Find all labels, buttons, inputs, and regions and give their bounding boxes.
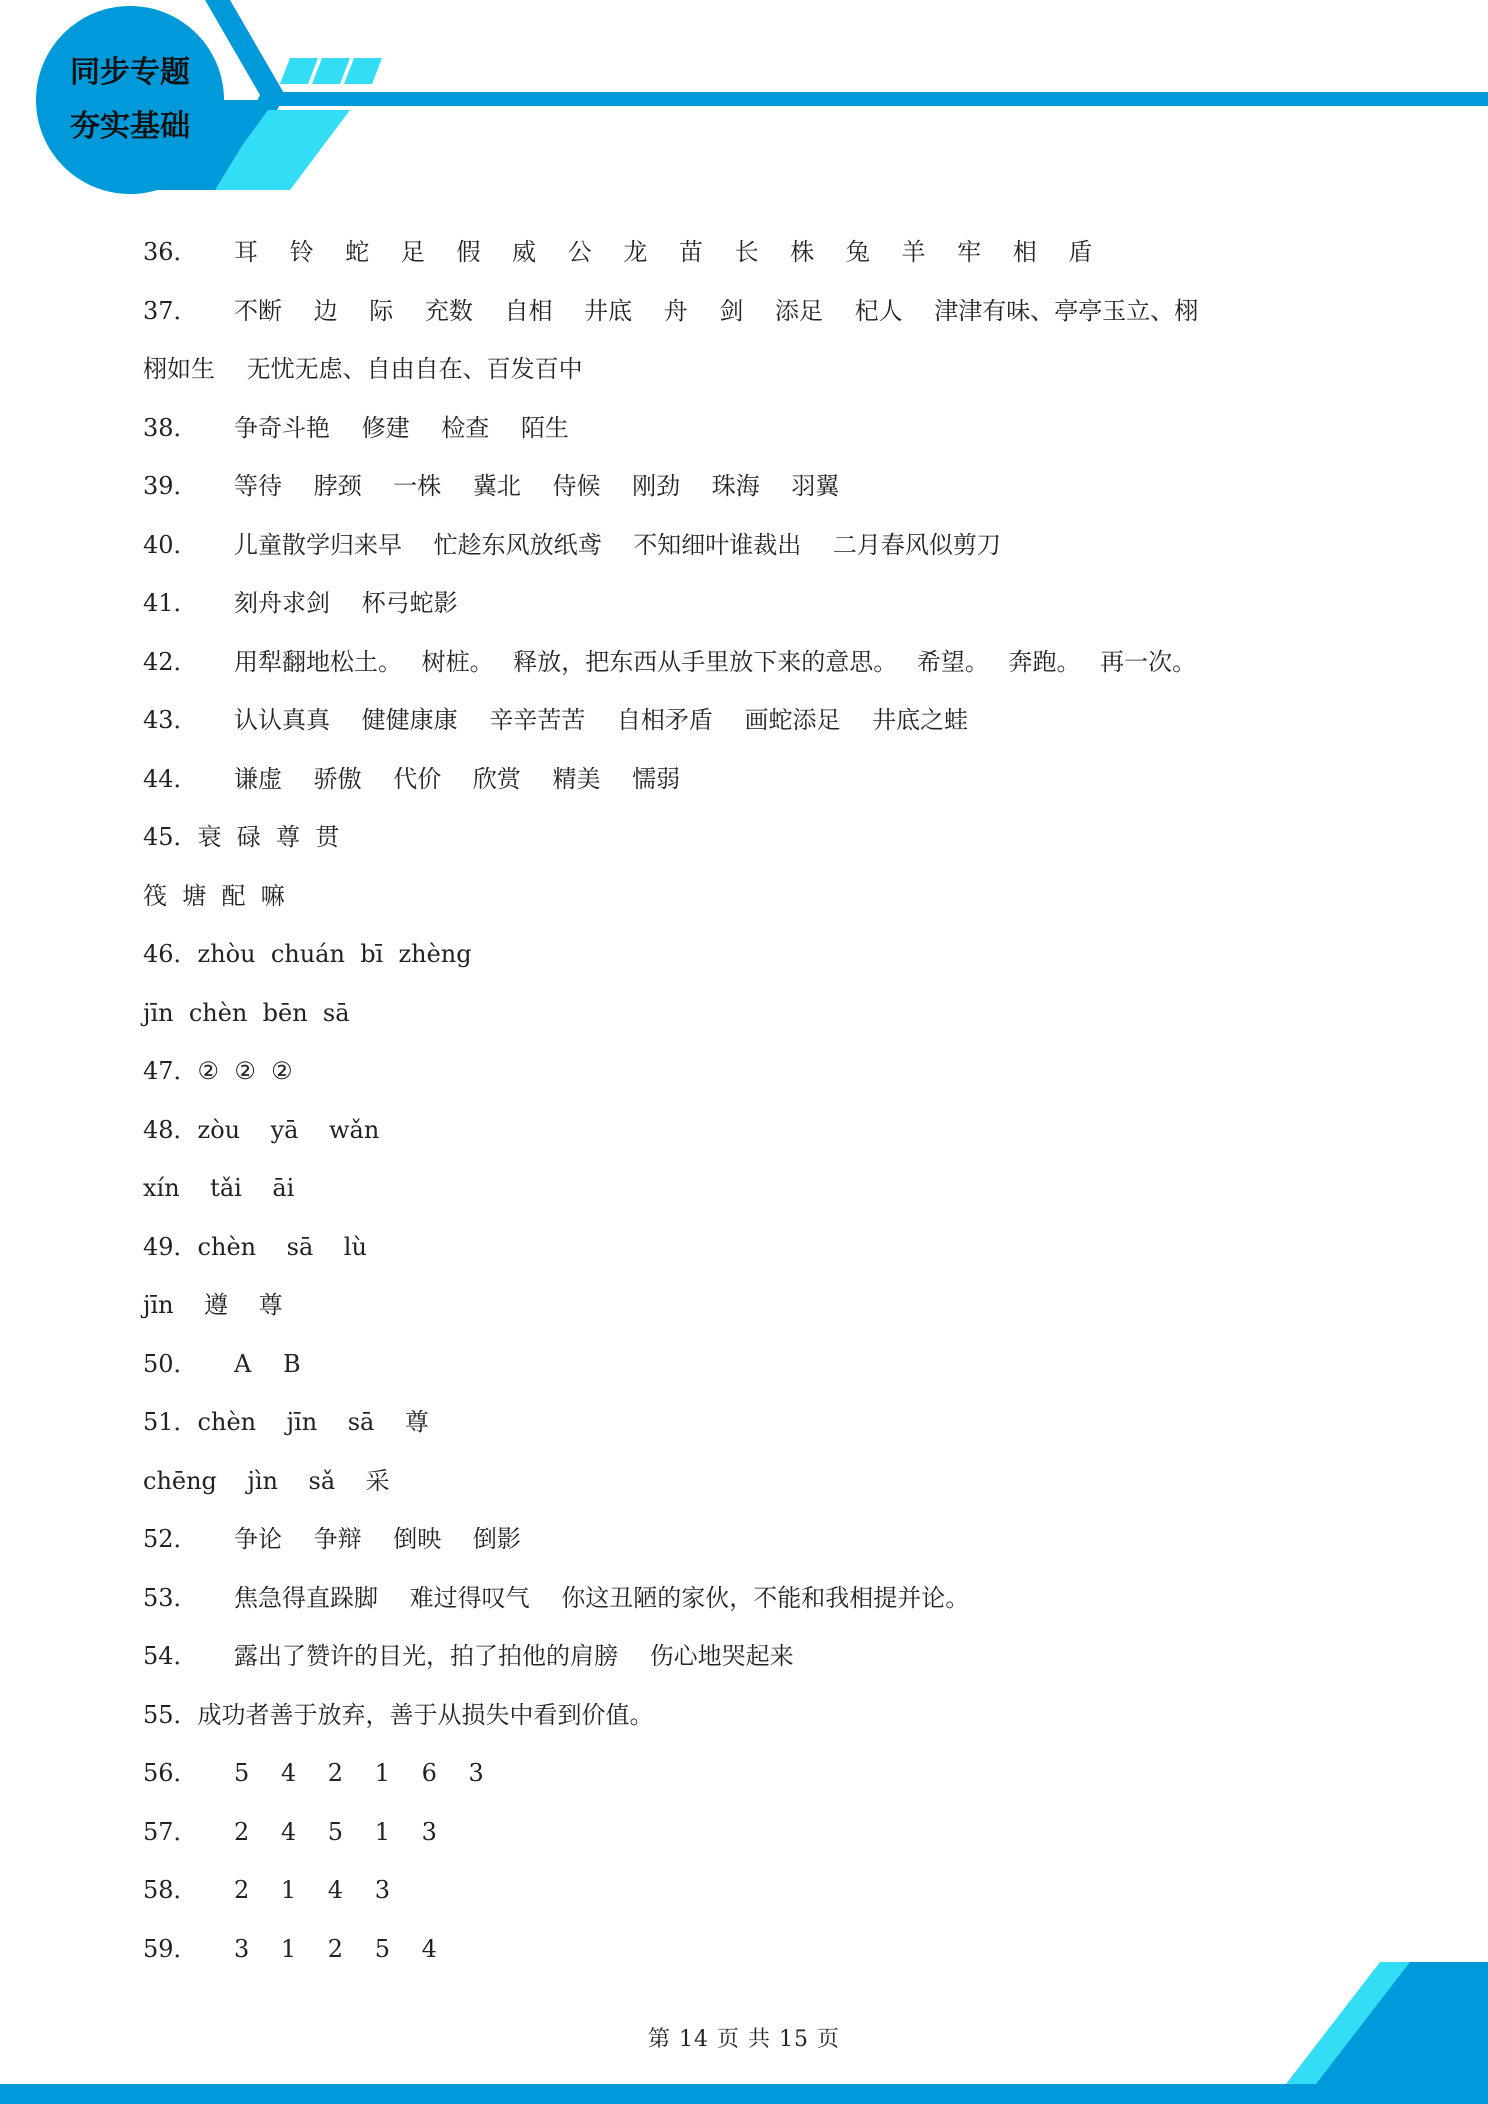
question-number: 59． <box>143 1934 198 1963</box>
answer-text: 认认真真 健健康康 辛辛苦苦 自相矛盾 画蛇添足 井底之蛙 <box>234 706 969 734</box>
question-number: 48． <box>143 1115 198 1144</box>
answer-line <box>143 633 1373 692</box>
answer-text: chèn sā lù <box>197 1232 367 1261</box>
answer-line <box>143 340 1373 399</box>
answer-text: jīn 遵 尊 <box>143 1291 283 1319</box>
answer-line <box>143 1101 1373 1160</box>
answer-line <box>143 282 1373 341</box>
question-number: 37． <box>143 296 198 325</box>
answer-line <box>143 399 1373 458</box>
answer-text: 3 1 2 5 4 <box>234 1934 437 1963</box>
answer-line <box>143 1276 1373 1335</box>
answer-text: 争论 争辩 倒映 倒影 <box>234 1525 521 1553</box>
question-number: 50． <box>143 1349 198 1378</box>
question-number: 57． <box>143 1817 198 1846</box>
page-number: 第 14 页 共 15 页 <box>648 2027 840 2052</box>
answer-line <box>143 1042 1373 1101</box>
answer-line <box>143 1159 1373 1218</box>
answer-list <box>143 223 1373 1978</box>
header-badge <box>36 6 224 194</box>
answer-line <box>143 750 1373 809</box>
answer-line <box>143 925 1373 984</box>
answer-text: 等待 脖颈 一株 冀北 侍候 刚劲 珠海 羽翼 <box>234 472 840 500</box>
answer-line <box>143 516 1373 575</box>
answer-text: 不断 边 际 充数 自相 井底 舟 剑 添足 杞人 津津有味、亭亭玉立、栩 <box>234 296 1199 325</box>
question-number: 43． <box>143 706 198 734</box>
answer-text: 衰 碌 尊 贯 <box>197 823 340 851</box>
answer-line <box>143 1510 1373 1569</box>
header-line <box>270 92 1488 106</box>
answer-line <box>143 1920 1373 1979</box>
answer-text: A B <box>234 1349 301 1378</box>
answer-line <box>143 1861 1373 1920</box>
answer-text: 2 1 4 3 <box>234 1876 390 1904</box>
answer-text: zhòu chuán bī zhèng <box>197 940 472 968</box>
question-number: 51． <box>143 1408 198 1436</box>
question-number: 36． <box>143 238 198 266</box>
answer-text: chèn jīn sā 尊 <box>197 1408 429 1436</box>
question-number: 58． <box>143 1876 198 1904</box>
answer-line <box>143 1744 1373 1803</box>
answer-line <box>143 1393 1373 1452</box>
answer-line <box>143 984 1373 1043</box>
answer-line <box>143 1803 1373 1862</box>
answer-text: jīn chèn bēn sā <box>143 998 350 1027</box>
answer-text: 争奇斗艳 修建 检查 陌生 <box>234 413 569 442</box>
question-number: 53． <box>143 1583 198 1612</box>
answer-text: 成功者善于放弃，善于从损失中看到价值。 <box>197 1700 654 1729</box>
answer-text: 筏 塘 配 嘛 <box>143 881 285 910</box>
answer-text: 儿童散学归来早 忙趁东风放纸鸢 不知细叶谁裁出 二月春风似剪刀 <box>234 530 1001 559</box>
header-stripe-2 <box>312 58 350 84</box>
question-number: 52． <box>143 1525 198 1553</box>
answer-line <box>143 867 1373 926</box>
question-number: 49． <box>143 1232 198 1261</box>
question-number: 40． <box>143 530 198 559</box>
header-stripe-1 <box>280 58 318 84</box>
question-number: 44． <box>143 764 198 793</box>
answer-text: 耳 铃 蛇 足 假 威 公 龙 苗 长 株 兔 羊 牢 相 盾 <box>234 238 1093 266</box>
answer-line <box>143 574 1373 633</box>
answer-line <box>143 1452 1373 1511</box>
answer-text: 用犁翻地松土。 树桩。 释放，把东西从手里放下来的意思。 希望。 奔跑。 再一次。 <box>234 647 1197 676</box>
question-number: 56． <box>143 1759 198 1787</box>
question-number: 42． <box>143 647 198 676</box>
answer-text: zòu yā wǎn <box>197 1115 380 1144</box>
answer-line <box>143 691 1373 750</box>
question-number: 45． <box>143 823 198 851</box>
answer-text: 栩如生 无忧无虑、自由自在、百发百中 <box>143 355 583 383</box>
answer-text: 5 4 2 1 6 3 <box>234 1759 484 1787</box>
question-number: 55． <box>143 1700 198 1729</box>
answer-line <box>143 1627 1373 1686</box>
answer-text: chēng jìn sǎ 采 <box>143 1466 390 1495</box>
answer-text: ② ② ② <box>197 1057 293 1085</box>
answer-text: 焦急得直跺脚 难过得叹气 你这丑陋的家伙，不能和我相提并论。 <box>234 1583 970 1612</box>
answer-text: 露出了赞许的目光，拍了拍他的肩膀 伤心地哭起来 <box>234 1642 794 1670</box>
question-number: 54． <box>143 1642 198 1670</box>
question-number: 46． <box>143 940 198 968</box>
answer-text: 2 4 5 1 3 <box>234 1817 437 1846</box>
answer-text: 谦虚 骄傲 代价 欣赏 精美 懦弱 <box>234 764 681 793</box>
footer-line <box>0 2084 1488 2104</box>
badge-line-1: 同步专题 <box>70 55 190 90</box>
answer-text: 刻舟求剑 杯弓蛇影 <box>234 589 458 617</box>
answer-line <box>143 1569 1373 1628</box>
answer-text: xín tǎi āi <box>143 1174 295 1202</box>
answer-line <box>143 1218 1373 1277</box>
answer-line <box>143 223 1373 282</box>
question-number: 47． <box>143 1057 198 1085</box>
question-number: 39． <box>143 472 198 500</box>
header-stripe-3 <box>344 58 382 84</box>
answer-line <box>143 808 1373 867</box>
question-number: 41． <box>143 589 198 617</box>
answer-line <box>143 1335 1373 1394</box>
answer-line <box>143 1686 1373 1745</box>
question-number: 38． <box>143 413 198 442</box>
answer-line <box>143 457 1373 516</box>
badge-line-2: 夯实基础 <box>70 109 190 144</box>
